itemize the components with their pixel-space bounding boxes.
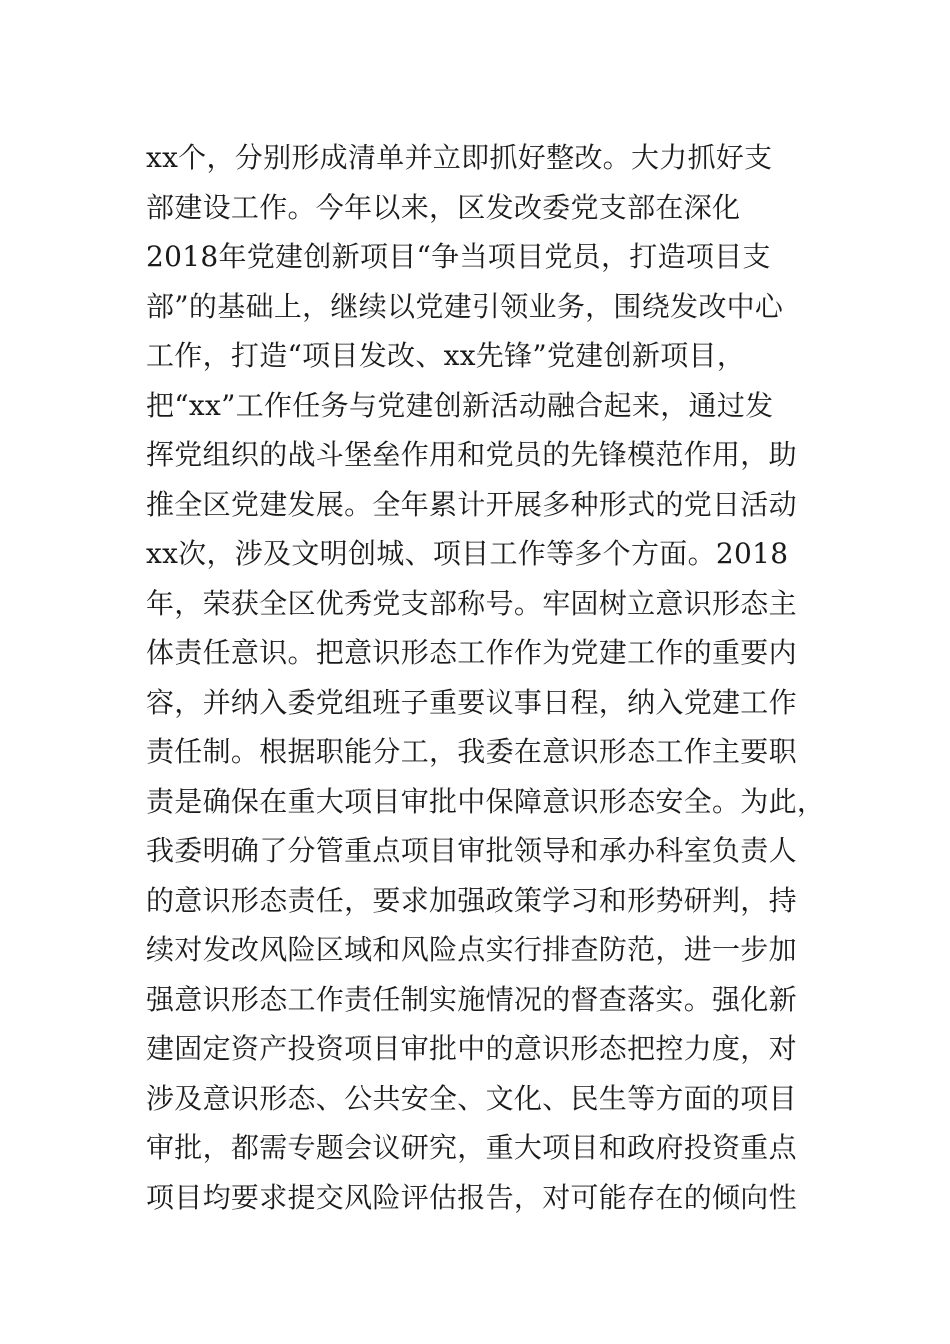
text-line: 把“xx”工作任务与党建创新活动融合起来，通过发: [146, 388, 774, 422]
text-line: 责是确保在重大项目审批中保障意识形态安全。为此，: [146, 784, 826, 818]
text-line: 部建设工作。今年以来，区发改委党支部在深化: [146, 190, 741, 224]
text-line: 项目均要求提交风险评估报告，对可能存在的倾向性: [146, 1180, 797, 1214]
text-line: xx个，分别形成清单并立即抓好整改。大力抓好支: [146, 141, 773, 174]
text-line: 涉及意识形态、公共安全、文化、民生等方面的项目: [146, 1081, 797, 1115]
text-line: 推全区党建发展。全年累计开展多种形式的党日活动: [146, 487, 797, 521]
text-line: 部”的基础上，继续以党建引领业务，围绕发改中心: [146, 289, 784, 323]
text-line: 工作，打造“项目发改、xx先锋”党建创新项目，: [146, 339, 746, 372]
text-line: 的意识形态责任，要求加强政策学习和形势研判，持: [146, 883, 797, 917]
text-line: 2018年党建创新项目“争当项目党员，打造项目支: [146, 240, 771, 273]
text-line: xx次，涉及文明创城、项目工作等多个方面。2018: [146, 537, 789, 570]
text-line: 体责任意识。把意识形态工作作为党建工作的重要内: [146, 636, 797, 669]
text-line: 建固定资产投资项目审批中的意识形态把控力度，对: [146, 1032, 797, 1065]
body-paragraph: [146, 133, 826, 1222]
text-line: 挥党组织的战斗堡垒作用和党员的先锋模范作用，助: [146, 438, 797, 471]
text-line: 续对发改风险区域和风险点实行排查防范，进一步加: [146, 933, 797, 966]
text-line: 年，荣获全区优秀党支部称号。牢固树立意识形态主: [146, 586, 797, 620]
text-line: 强意识形态工作责任制实施情况的督查落实。强化新: [146, 982, 797, 1016]
text-line: 责任制。根据职能分工，我委在意识形态工作主要职: [146, 735, 797, 768]
text-line: 审批，都需专题会议研究，重大项目和政府投资重点: [146, 1131, 797, 1164]
text-line: 我委明确了分管重点项目审批领导和承办科室负责人: [146, 834, 797, 867]
text-line: 容，并纳入委党组班子重要议事日程，纳入党建工作: [146, 685, 797, 719]
